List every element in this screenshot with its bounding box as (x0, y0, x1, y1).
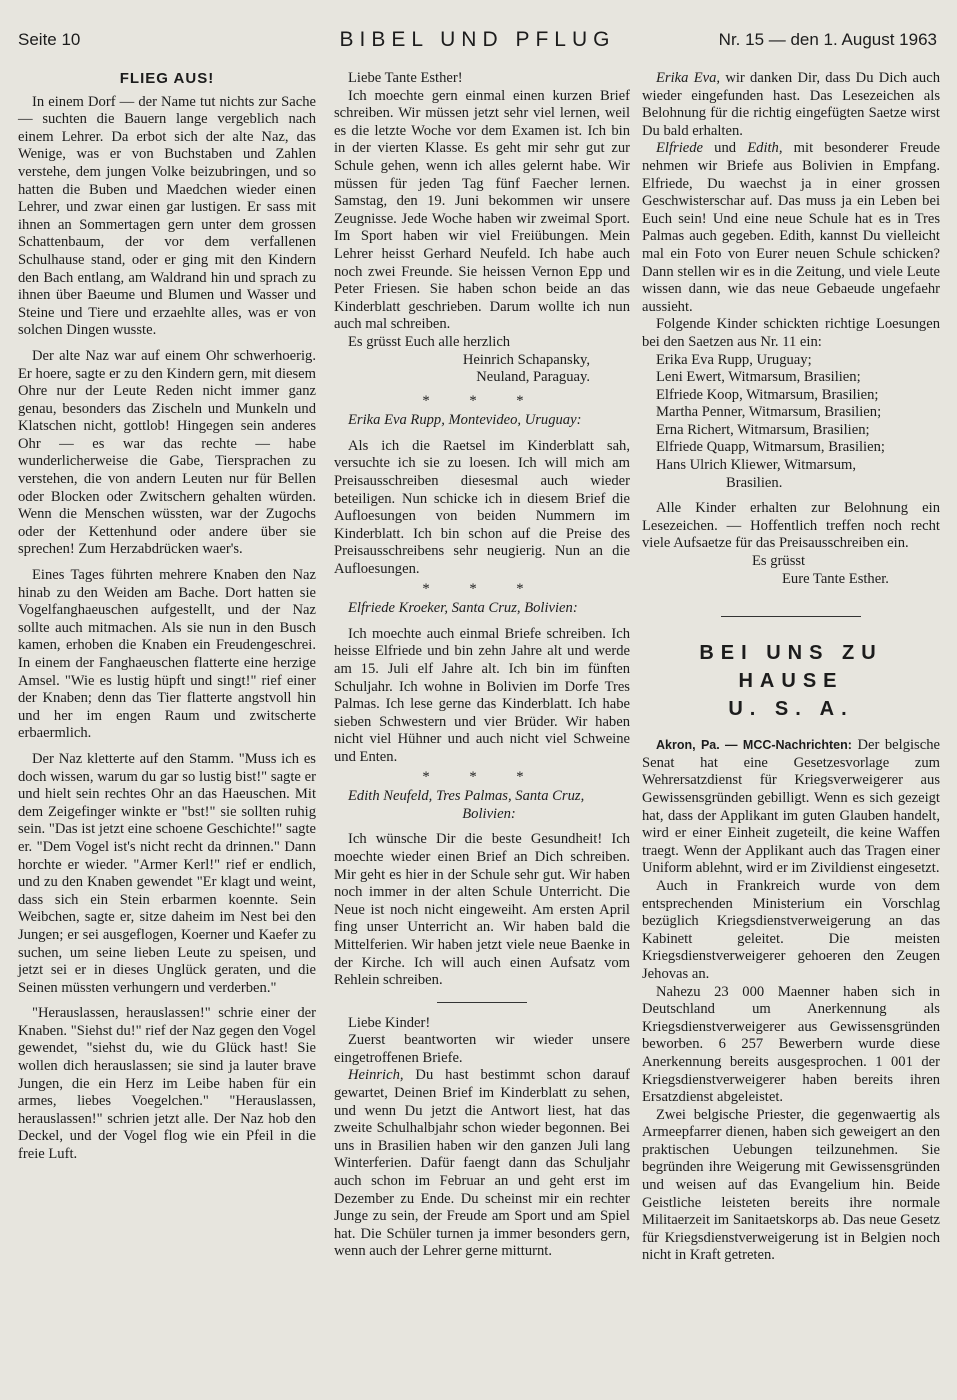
column-letters (334, 70, 630, 1269)
story-title: FLIEG AUS! (119, 70, 215, 87)
greeting-line: Es grüsst (752, 553, 806, 570)
reply-paragraph: Alle Kinder erhalten zur Belohnung ein Lesezeichen. — Hoffentlich treffen noch recht viele Aufsaetze für das Preisausschreiben ein. (642, 500, 940, 552)
list-item: Elfriede Quapp, Witmarsum, Brasilien; (656, 439, 885, 456)
news-paragraph: Auch in Frankreich wurde von dem entsprechenden Ministerium ein Vorschlag bezüglich Kriegsdienstverweigerung an das Kabinett geleitet. Die meisten Kriegsdienstverweigerer gehoeren den Zeugen Jehovas an. (642, 877, 940, 982)
letter-body: Ich moechte auch einmal Briefe schreiben. Ich heisse Elfriede und bin zehn Jahre alt und werde am 15. Juli elf Jahre alt. Ich bin im fünften Schuljahr. Ich wohne in Bolivien im Dorfe Tres Palmas. Ich lese gerne das Kinderblatt. Ich habe sieben Schwestern und vier Brüder. Wir haben nicht viel Hühner und auch nicht viel Schweine und Enten. (334, 625, 630, 765)
news-paragraph: Akron, Pa. — MCC-Nachrichten: Der belgische Senat hat eine Gesetzesvorlage zum Wehrersatzdienst für Kriegsverweigerer aus Gewissensgründen gebilligt. Wenn es sich gezeigt hat, dass der Applikant im guten Glauben handelt, wird er einer Einheit zugeteilt, die keine Waffen traegt. Wenn der Applikant auch das Tragen einer Uniform ablehnt, wird er im Zivildienst eingesetzt. (642, 737, 940, 877)
greeting-signature: Eure Tante Esther. (782, 570, 889, 587)
news-dateline: Akron, Pa. — MCC-Nachrichten: (656, 738, 852, 753)
story-paragraph: Der Naz kletterte auf den Stamm. "Muss ich es doch wissen, warum du gar so lustig bist!" sagte er und hielt sein rechtes Ohr an das Haeuschen. Mit dem Zeigefinger winkte er "bst!" sie sollten ruhig sein. "Das ist jetzt eine schoene Geschichte!" sagte er. "Dem Vogel ist's nicht recht da drinnen." Dann horchte er wieder. "Armer Kerl!" rief er endlich, und zu den Knaben gewendet "Er klagt und weint, dass sich ein Stein erbarmen koennte. Sein Weibchen, sagte er, sitze daheim im Nest bei den Jungen; er sei ausgeflogen, Koerner und Kaefer zu suchen, um seine lieben Leute zu speisen, und jetzt sei er in dieses Unglück geraten, und die Seinen müssten verhungern und verderben." (18, 750, 316, 996)
list-item: Erika Eva Rupp, Uruguay; (656, 351, 812, 368)
separator-stars: * * * (422, 580, 542, 597)
story-paragraph: "Herauslassen, herauslassen!" schrie einer der Knaben. "Siehst du!" rief der Naz gegen den Vogel gewendet, "siehst du, wie du Glück hast! Sie wollen dich herauslassen; sie sind ja lauter brave Jungen, die ein Herz im Leibe haben für ein armes, liebes Voegelchen." "Herauslassen, herauslassen!" schrien jetzt alle. Der Naz hob den Deckel, und der Vogel flog wie ein Pfeil in die freie Luft. (18, 1005, 316, 1163)
separator-stars: * * * (422, 392, 542, 409)
letter-heading-cont: Bolivien: (462, 805, 516, 822)
list-item: Martha Penner, Witmarsum, Brasilien; (656, 404, 882, 421)
letter-closing: Es grüsst Euch alle herzlich (348, 333, 511, 350)
reply-addressee: Heinrich, (348, 1067, 404, 1084)
page-number: Seite 10 (18, 30, 81, 49)
winners-list (656, 352, 940, 493)
letter-heading: Elfriede Kroeker, Santa Cruz, Bolivien: (348, 600, 578, 617)
divider-line (721, 616, 861, 617)
column-story (18, 70, 316, 1172)
news-paragraph: Nahezu 23 000 Maenner haben sich in Deutschland um Anerkennung als Kriegsdienstverweigerer aus Gewissensgründen beworben. 6 257 Bewerbern wurde diese Anerkennung bereits ausgesprochen. 1 001 der Kriegsdienstverweigerer haben bereits ihren Ersatzdienst abgeleistet. (642, 983, 940, 1106)
story-paragraph: In einem Dorf — der Name tut nichts zur Sache — suchten die Bauern lange vergeblich nach einem Lehrer. Da erbot sich der alte Naz, das Wenige, was er von Buchstaben und Zahlen verstehe, dem jungen Volke beizubringen, und so hatten die Buben und Maedchen wieder einen Lehrer, und zwar einen gar lustigen. Er sass mit ihnen an Sommertagen gern unter dem grossen Schattenbaum, der vor dem verfallenen Schulhause stand, oder er ging mit den Kindern den Bach entlang, am Waldrand hin und sprach zu ihnen über Baeume und Blumen und Wasser und Steine und Tiere und erzaehlte alles, was er von solchen Dingen wusste. (18, 93, 316, 339)
section-heading: BEI UNS ZU HAUSE U. S. A. (699, 642, 883, 721)
column-replies-news (642, 70, 940, 1265)
separator-stars: * * * (422, 768, 542, 785)
story-paragraph: Eines Tages führten mehrere Knaben den Naz hinab zu den Weiden am Bache. Dort hatten sie Vogelfanghaeuschen aufgestellt, und der Naz sollte auch mitmachen. Als sie nun in den Busch kamen, erhoben die Knaben ein Freudengeschrei. In einem der Fanghaeuschen flatterte eine herzige Amsel. "Wie es lustig hüpft und singt!" rief einer der Knaben; denn das Tier flatterte angstvoll hin und her im engen Raum und zwitscherte erbaermlich. (18, 567, 316, 742)
letter-heading: Edith Neufeld, Tres Palmas, Santa Cruz, (348, 788, 585, 805)
list-item: Brasilien. (726, 474, 783, 491)
issue-date: Nr. 15 — den 1. August 1963 (718, 30, 937, 49)
letter-body: Ich wünsche Dir die beste Gesundheit! Ich moechte wieder einen Brief an Dich schreiben. Mir geht es hier in der Schule sehr gut. Wir haben noch immer in der alten Schule Unterricht. Die Neue ist noch nicht eingeweiht. Am ersten April fing unser Unterricht an. Wir haben bald die Mittelferien. Wir haben jetzt viele neue Baenke in der Kirche. Ich will auch einen Aufsatz vom Rehlein schreiben. (334, 831, 630, 989)
publication-title: BIBEL UND PFLUG (339, 28, 616, 51)
letter-heading: Erika Eva Rupp, Montevideo, Uruguay: (348, 412, 582, 429)
list-item: Hans Ulrich Kliewer, Witmarsum, (656, 457, 856, 474)
closing-greeting (642, 553, 940, 588)
reply-addressee: Edith, (747, 140, 783, 157)
reply-paragraph: Folgende Kinder schickten richtige Loesungen bei den Saetzen aus Nr. 11 ein: (642, 316, 940, 350)
reply-paragraph: Heinrich, Du hast bestimmt schon darauf gewartet, Deinen Brief im Kinderblatt zu sehen, und wenn Du jetzt die Antwort liest, hat das zweite Schulhalbjahr schon wieder begonnen. Bei uns in Brasilien haben wir den ganzen Juli lang Winterferien. Dafür faengt dann das Schuljahr auch schon im Februar an und geht erst im Dezember zu Ende. Du scheinst mir ein rechter Junge zu sein, der Freude am Sport und am Spiel hat. Die Schüler turnen ja immer besonders gern, wenn auch der Lehrer gerne mitturnt. (334, 1067, 630, 1260)
story-paragraph: Der alte Naz war auf einem Ohr schwerhoerig. Er hoere, sagte er zu den Kindern gern, mit diesem Ohre nur der Leute Reden nicht immer ganz genau, besonders das Zischeln und Munkeln und Klatschen nicht, gottlob! Hingegen sein anderes Ohr — es war das rechte — habe wunderlicherweise die Gabe, Tiersprachen zu verstehen, die von andern Leuten nur für Bellen oder Blocken oder Zwitschern gehalten würden. Wenn die Menschen wüssten, war der Zugochs oder der Kettenhund oder andere über sie sprechen! Zum Herzabdrücken waer's. (18, 347, 316, 558)
letter-salutation: Liebe Tante Esther! (348, 70, 463, 86)
reply-paragraph: Erika Eva, wir danken Dir, dass Du Dich auch wieder eingefunden hast. Das Lesezeichen als Belohnung für die richtig eingefügten Saetze wirst Du bald erhalten. (642, 70, 940, 139)
letter-body: Ich moechte gern einmal einen kurzen Brief schreiben. Wir müssen jetzt sehr viel lernen, weil es die letzte Woche vor dem Examen ist. Ich bin in der vierten Klasse. Es geht mir sehr gut zur Schule gehen, wenn ich alles gelernt habe. Wir müssen für jeden Tag fünf Faecher lernen. Samstag, den 19. Juni bekommen wir unsere Zeugnisse. Jede Woche haben wir zweimal Sport. Im Sport haben wir viel Freiübungen. Mein Lehrer heisst Gerhard Neufeld. Ich habe auch noch zwei Freunde. Sie heissen Vernon Epp und Peter Friesen. Sie haben schon beide an das Kinderblatt geschrieben. Darum wollte ich nun auch mal schreiben. (334, 87, 630, 333)
list-item: Erna Richert, Witmarsum, Brasilien; (656, 421, 870, 438)
signature-place: Neuland, Paraguay. (476, 369, 590, 386)
news-paragraph: Zwei belgische Priester, die gegenwaertig als Armeepfarrer dienen, haben sich geweigert an den praktischen Uebungen teilzunehmen. Sie begründen ihre Weigerung mit Gewissensgründen und weisen auf das Evangelium hin. Beide Geistliche leisteten bereits ihre normale Militaerzeit im Sanitaetskorps ab. Das neue Gesetz für Kriegsdienstverweigerung ist in Belgien noch nicht in Kraft getreten. (642, 1106, 940, 1264)
reply-paragraph: Elfriede und Edith, mit besonderer Freude nehmen wir Briefe aus Bolivien in Empfang. Elfriede, Du waechst ja in einer grossen Geschwisterschar auf. Das muss ja ein Leben bei Euch sein! Und eine neue Schule hat es in Tres Palmas auch gegeben. Edith, kannst Du vielleicht mal ein Foto von Eurer neuen Schule schicken? Dann stellen wir es in die Zeitung, und viele Leute wissen dann, wie das neue Gebaeude ungefaehr aussieht. (642, 140, 941, 315)
reply-paragraph: Zuerst beantworten wir wieder unsere eingetroffenen Briefe. (334, 1032, 630, 1066)
reply-salutation: Liebe Kinder! (348, 1014, 431, 1031)
signature-name: Heinrich Schapansky, (462, 351, 590, 368)
list-item: Leni Ewert, Witmarsum, Brasilien; (656, 369, 861, 386)
list-item: Elfriede Koop, Witmarsum, Brasilien; (656, 386, 879, 403)
letter-body: Als ich die Raetsel im Kinderblatt sah, versuchte ich sie zu loesen. Ich will mich am Preisausschreiben diesesmal auch wieder beteiligen. Nun schicke ich in diesem Brief die Aufloesungen von beiden Nummern im Kinderblatt. Ich bin schon auf die Preise des Preisausschreibens sehr neugierig. Nun an die Aufloesungen. (334, 437, 630, 578)
reply-addressee: Elfriede (656, 140, 704, 157)
divider-line (437, 1002, 527, 1003)
letter-signature (334, 352, 630, 387)
reply-addressee: Erika Eva, (656, 70, 721, 86)
page-header (18, 26, 937, 54)
